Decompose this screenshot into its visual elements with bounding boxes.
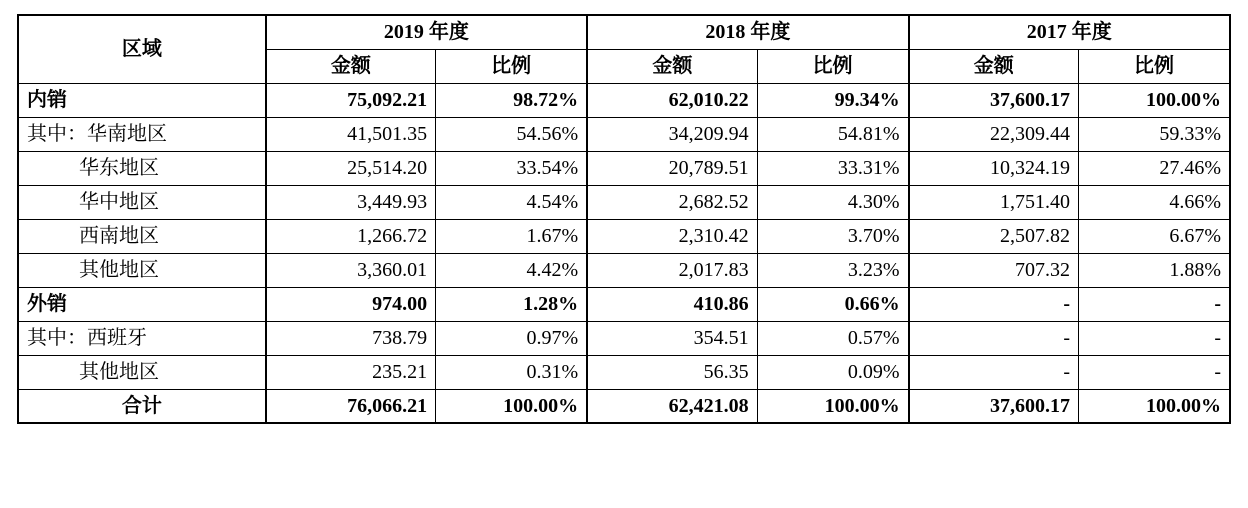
row-region-label: 西南地区 xyxy=(18,219,266,253)
row-ratio-cell: - xyxy=(1078,321,1230,355)
row-amount-cell: 62,421.08 xyxy=(587,389,757,423)
row-amount-cell: 22,309.44 xyxy=(909,117,1079,151)
header-ratio-2019: 比例 xyxy=(436,49,588,83)
row-ratio-cell: 100.00% xyxy=(757,389,909,423)
row-ratio-cell: - xyxy=(1078,287,1230,321)
table-row xyxy=(18,117,1230,151)
row-amount-cell: 3,449.93 xyxy=(266,185,436,219)
table-row xyxy=(18,321,1230,355)
row-ratio-cell: 100.00% xyxy=(436,389,588,423)
row-amount-cell: 41,501.35 xyxy=(266,117,436,151)
row-amount-cell: 25,514.20 xyxy=(266,151,436,185)
row-amount-cell: 354.51 xyxy=(587,321,757,355)
header-amount-2017: 金额 xyxy=(909,49,1079,83)
row-amount-cell: - xyxy=(909,321,1079,355)
row-amount-cell: 3,360.01 xyxy=(266,253,436,287)
row-amount-cell: 235.21 xyxy=(266,355,436,389)
table-row xyxy=(18,355,1230,389)
row-amount-cell: 76,066.21 xyxy=(266,389,436,423)
row-amount-cell: 37,600.17 xyxy=(909,389,1079,423)
row-ratio-cell: 98.72% xyxy=(436,83,588,117)
row-amount-cell: - xyxy=(909,287,1079,321)
header-region: 区域 xyxy=(18,15,266,83)
row-ratio-cell: 4.66% xyxy=(1078,185,1230,219)
row-amount-cell: 56.35 xyxy=(587,355,757,389)
table-row xyxy=(18,219,1230,253)
row-ratio-cell: 54.81% xyxy=(757,117,909,151)
row-ratio-cell: 1.67% xyxy=(436,219,588,253)
regional-sales-table xyxy=(17,14,1231,424)
row-ratio-cell: 27.46% xyxy=(1078,151,1230,185)
row-ratio-cell: 4.30% xyxy=(757,185,909,219)
row-region-label: 其中：西班牙 xyxy=(18,321,266,355)
table-row xyxy=(18,83,1230,117)
row-region-label: 其他地区 xyxy=(18,355,266,389)
row-amount-cell: 2,017.83 xyxy=(587,253,757,287)
row-region-label: 华中地区 xyxy=(18,185,266,219)
row-ratio-cell: 54.56% xyxy=(436,117,588,151)
row-ratio-cell: 99.34% xyxy=(757,83,909,117)
row-amount-cell: 2,507.82 xyxy=(909,219,1079,253)
row-ratio-cell: 3.70% xyxy=(757,219,909,253)
header-row-years xyxy=(18,15,1230,49)
row-amount-cell: 410.86 xyxy=(587,287,757,321)
row-amount-cell: 738.79 xyxy=(266,321,436,355)
row-amount-cell: 62,010.22 xyxy=(587,83,757,117)
row-amount-cell: 2,310.42 xyxy=(587,219,757,253)
row-amount-cell: 34,209.94 xyxy=(587,117,757,151)
table-row xyxy=(18,389,1230,423)
row-amount-cell: 2,682.52 xyxy=(587,185,757,219)
table-body xyxy=(18,83,1230,423)
header-year-2018: 2018 年度 xyxy=(587,15,908,49)
row-ratio-cell: 0.31% xyxy=(436,355,588,389)
row-amount-cell: 75,092.21 xyxy=(266,83,436,117)
row-ratio-cell: 59.33% xyxy=(1078,117,1230,151)
row-ratio-cell: 33.54% xyxy=(436,151,588,185)
row-region-label: 合计 xyxy=(18,389,266,423)
header-year-2019: 2019 年度 xyxy=(266,15,587,49)
row-amount-cell: 707.32 xyxy=(909,253,1079,287)
row-ratio-cell: 0.09% xyxy=(757,355,909,389)
row-ratio-cell: 6.67% xyxy=(1078,219,1230,253)
row-region-label: 内销 xyxy=(18,83,266,117)
header-amount-2019: 金额 xyxy=(266,49,436,83)
row-amount-cell: 10,324.19 xyxy=(909,151,1079,185)
table-header xyxy=(18,15,1230,83)
row-region-label: 其中：华南地区 xyxy=(18,117,266,151)
row-region-label: 华东地区 xyxy=(18,151,266,185)
row-ratio-cell: 0.66% xyxy=(757,287,909,321)
header-ratio-2017: 比例 xyxy=(1078,49,1230,83)
row-ratio-cell: 0.57% xyxy=(757,321,909,355)
row-amount-cell: 20,789.51 xyxy=(587,151,757,185)
row-ratio-cell: 100.00% xyxy=(1078,83,1230,117)
header-ratio-2018: 比例 xyxy=(757,49,909,83)
row-ratio-cell: - xyxy=(1078,355,1230,389)
row-amount-cell: 1,751.40 xyxy=(909,185,1079,219)
row-amount-cell: 1,266.72 xyxy=(266,219,436,253)
header-amount-2018: 金额 xyxy=(587,49,757,83)
row-ratio-cell: 4.54% xyxy=(436,185,588,219)
row-ratio-cell: 3.23% xyxy=(757,253,909,287)
row-amount-cell: 37,600.17 xyxy=(909,83,1079,117)
row-amount-cell: 974.00 xyxy=(266,287,436,321)
row-region-label: 外销 xyxy=(18,287,266,321)
row-ratio-cell: 100.00% xyxy=(1078,389,1230,423)
row-amount-cell: - xyxy=(909,355,1079,389)
row-region-label: 其他地区 xyxy=(18,253,266,287)
header-year-2017: 2017 年度 xyxy=(909,15,1230,49)
table-row xyxy=(18,287,1230,321)
row-ratio-cell: 0.97% xyxy=(436,321,588,355)
table-row xyxy=(18,185,1230,219)
table-row xyxy=(18,151,1230,185)
row-ratio-cell: 1.88% xyxy=(1078,253,1230,287)
row-ratio-cell: 33.31% xyxy=(757,151,909,185)
row-ratio-cell: 4.42% xyxy=(436,253,588,287)
table-row xyxy=(18,253,1230,287)
row-ratio-cell: 1.28% xyxy=(436,287,588,321)
